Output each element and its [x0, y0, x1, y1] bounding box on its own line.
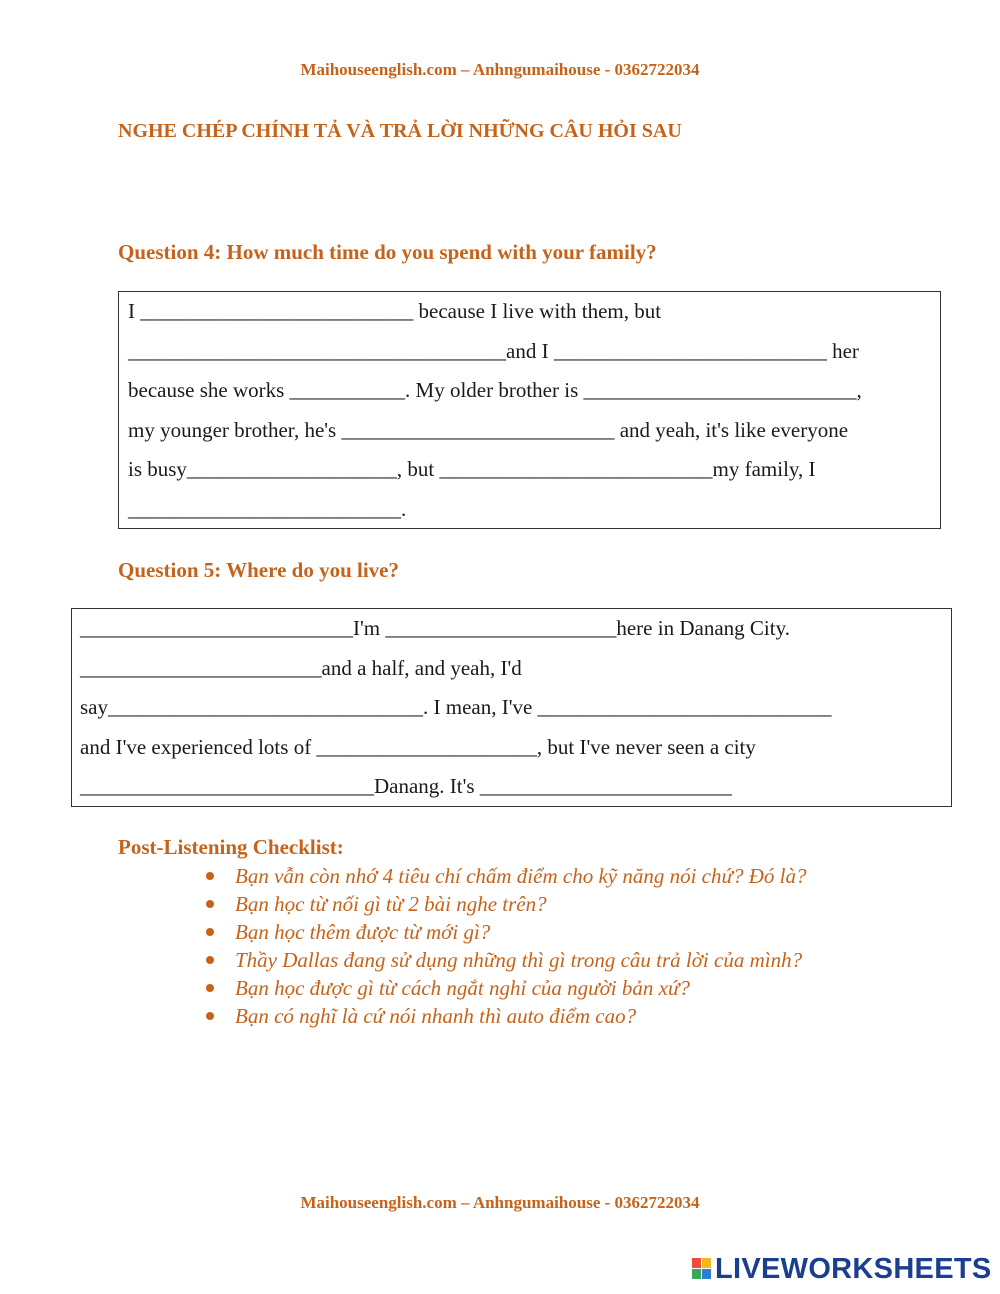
checklist-item — [206, 974, 806, 1002]
checklist-item-text: Bạn học được gì từ cách ngắt nghỉ của người bản xứ? — [235, 976, 690, 1000]
page-header: Maihouseenglish.com – Anhngumaihouse - 0362722034 — [300, 60, 700, 79]
page-title: NGHE CHÉP CHÍNH TẢ VÀ TRẢ LỜI NHỮNG CÂU HỎI SAU — [118, 120, 682, 142]
q4-line-6: __________________________. — [128, 496, 407, 521]
bullet-icon — [206, 1012, 214, 1020]
q5-line-1: __________________________I'm ______________________here in Danang City. — [80, 616, 790, 640]
bullet-icon — [206, 956, 214, 964]
question-4-title: Question 4: How much time do you spend with your family? — [118, 240, 657, 264]
checklist-item-text: Bạn có nghĩ là cứ nói nhanh thì auto điểm cao? — [235, 1004, 637, 1028]
q5-line-2: _______________________and a half, and yeah, I'd — [80, 655, 522, 680]
q5-line-3: say______________________________. I mean, I've ____________________________ — [80, 695, 832, 720]
checklist-item — [206, 946, 806, 974]
page-footer: Maihouseenglish.com – Anhngumaihouse - 0362722034 — [300, 1193, 700, 1212]
q5-line-5: ____________________________Danang. It's ________________________ — [80, 774, 732, 799]
q4-line-4: my younger brother, he's __________________________ and yeah, it's like everyone — [128, 417, 849, 442]
checklist-item-text: Bạn vẫn còn nhớ 4 tiêu chí chấm điểm cho kỹ năng nói chứ? Đó là? — [235, 864, 807, 888]
checklist-item — [206, 918, 806, 946]
question-5-answer-box — [71, 608, 952, 807]
checklist-item-text: Bạn học từ nối gì từ 2 bài nghe trên? — [235, 892, 547, 916]
checklist-item — [206, 890, 806, 918]
q4-line-2: ____________________________________and I __________________________ her — [128, 338, 859, 363]
checklist-item-text: Bạn học thêm được từ mới gì? — [235, 920, 491, 944]
checklist-item — [206, 1002, 806, 1030]
liveworksheets-logo-icon — [692, 1258, 712, 1280]
liveworksheets-logo-text: LIVEWORKSHEETS — [715, 1252, 992, 1285]
q4-line-1 — [128, 292, 931, 332]
checklist — [206, 862, 806, 1030]
bullet-icon — [206, 900, 214, 908]
checklist-title: Post-Listening Checklist: — [118, 835, 344, 859]
question-4-answer-box — [118, 291, 941, 529]
q4-line-3: because she works ___________. My older brother is __________________________, — [128, 378, 862, 403]
q4-line-1-text: I __________________________ because I live with them, but — [128, 299, 662, 323]
checklist-item — [206, 862, 806, 890]
question-5-title: Question 5: Where do you live? — [118, 558, 399, 582]
q5-line-4: and I've experienced lots of _____________________, but I've never seen a city — [80, 734, 756, 759]
q4-line-5: is busy____________________, but __________________________my family, I — [128, 457, 816, 482]
liveworksheets-logo[interactable] — [692, 1252, 992, 1286]
bullet-icon — [206, 928, 214, 936]
bullet-icon — [206, 984, 214, 992]
bullet-icon — [206, 872, 214, 880]
checklist-item-text: Thầy Dallas đang sử dụng những thì gì trong câu trả lời của mình? — [235, 948, 803, 972]
